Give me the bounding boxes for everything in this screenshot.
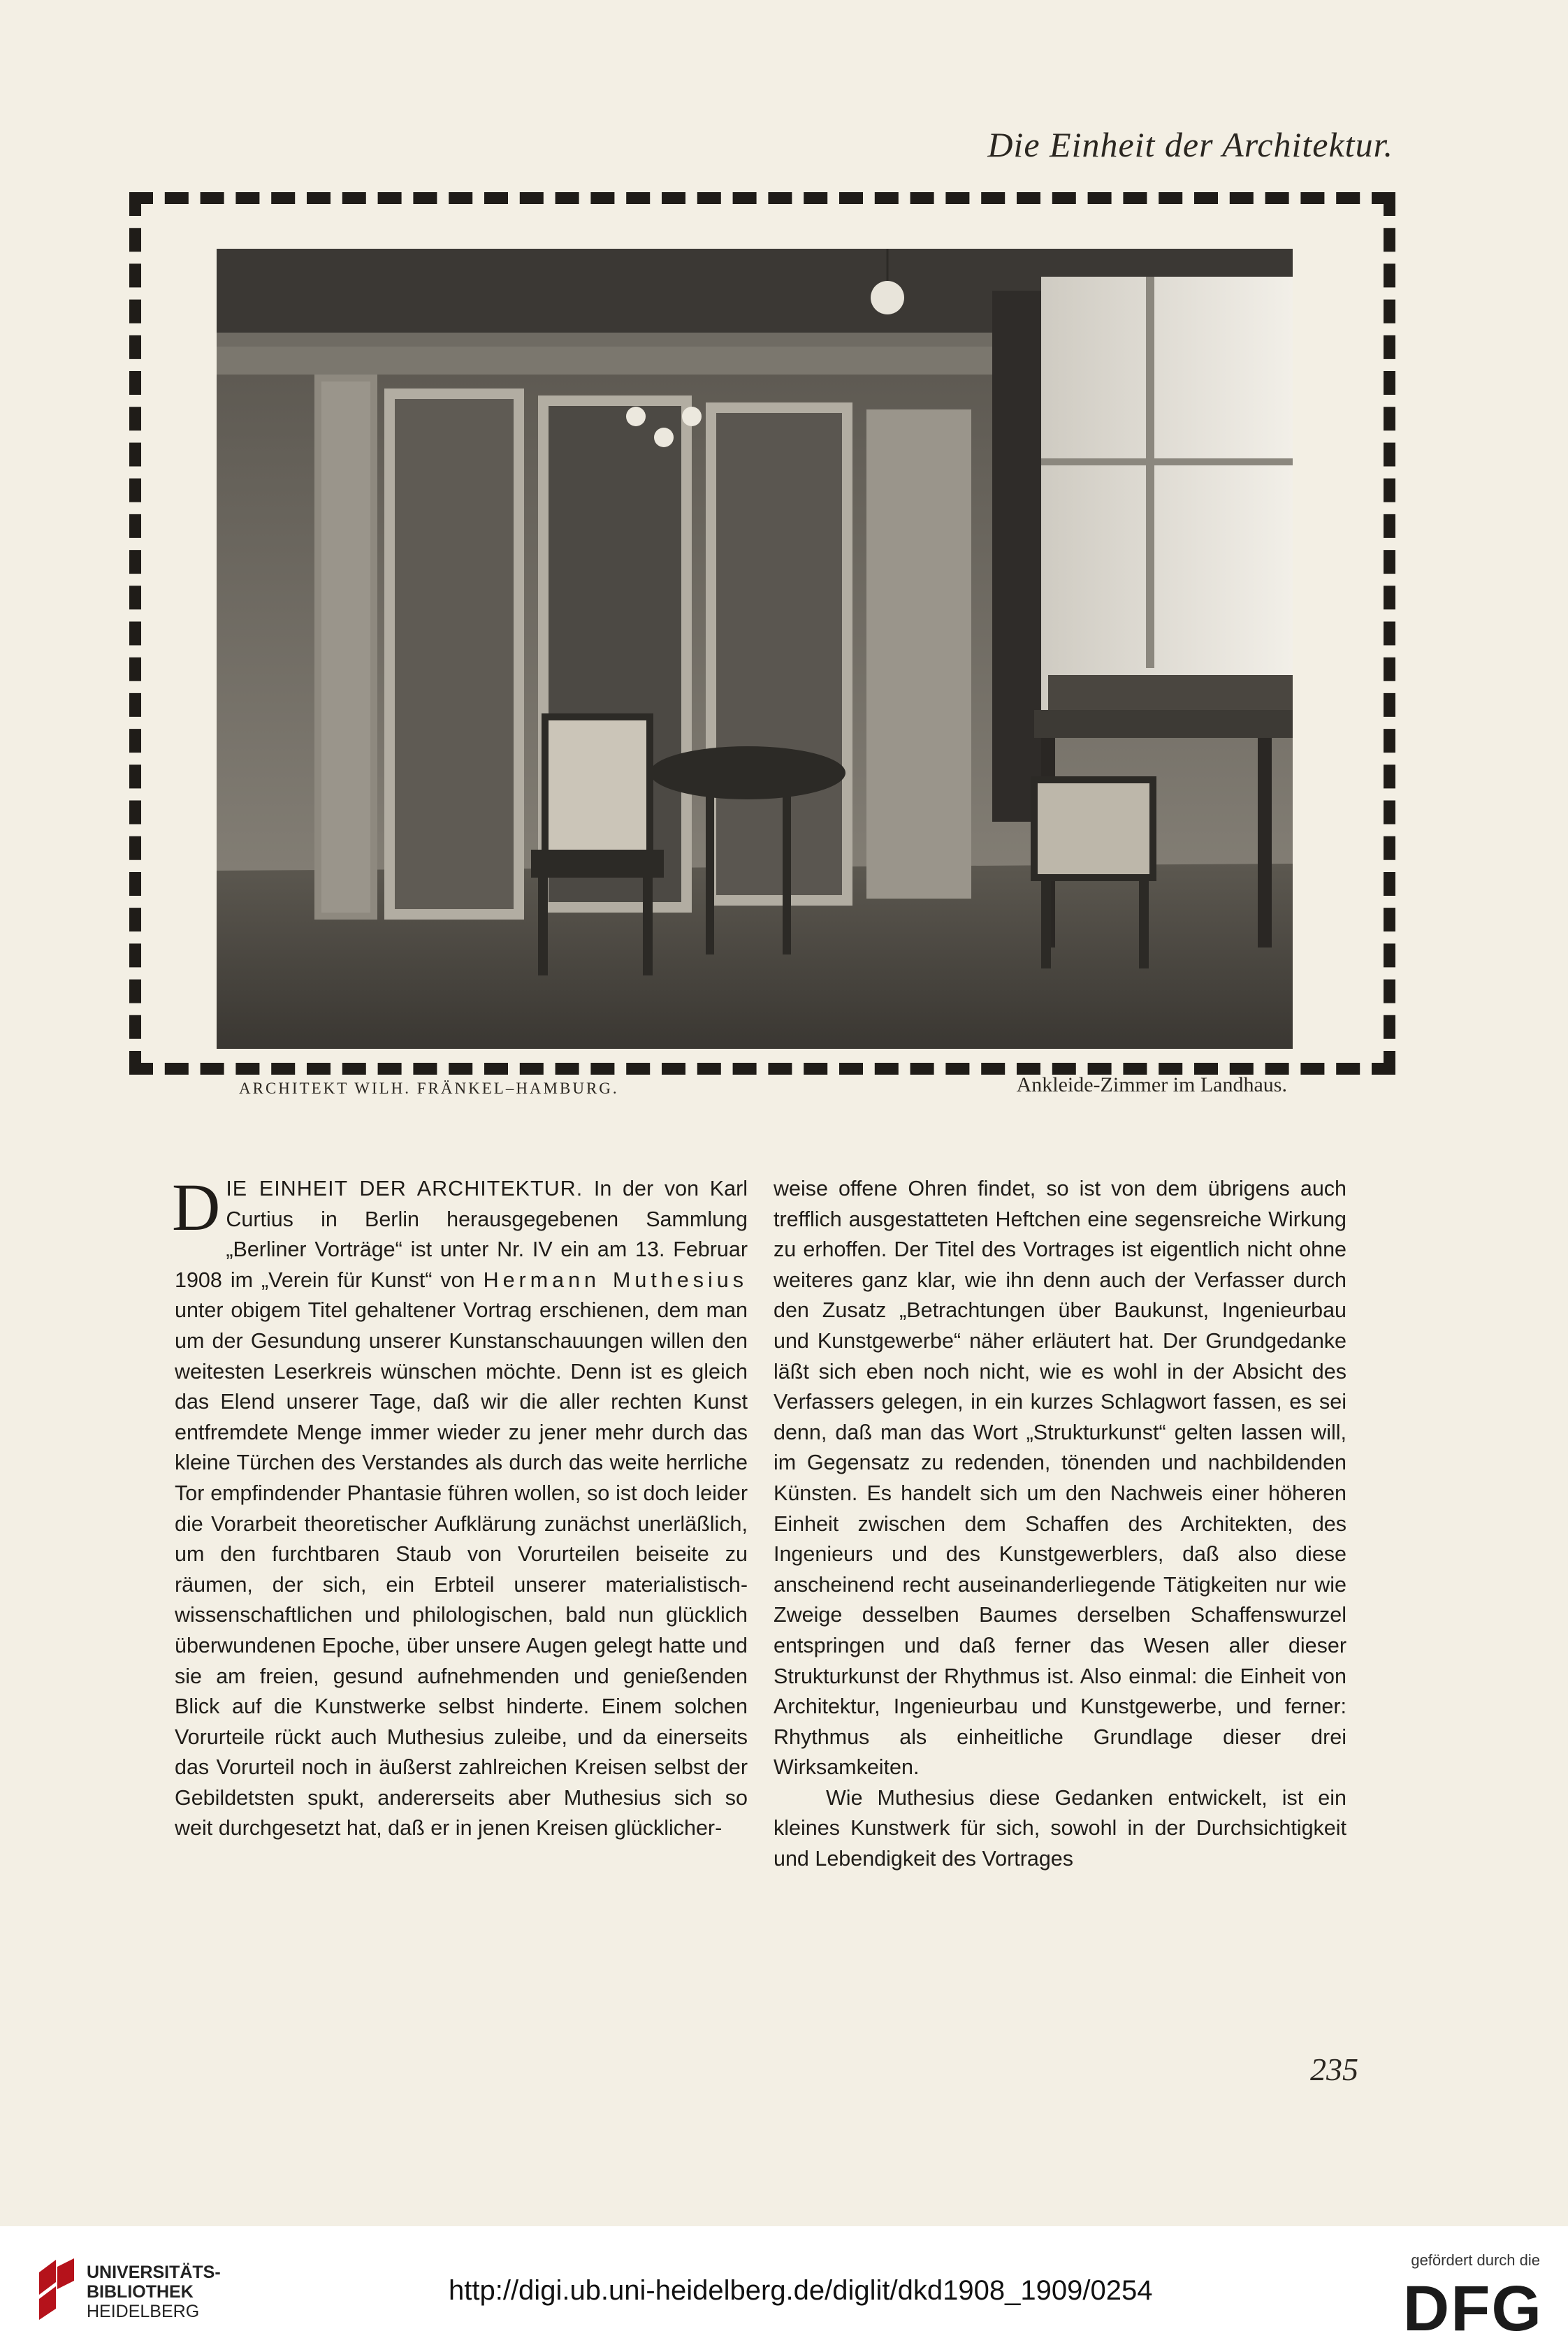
- university-library-logo-icon: [36, 2257, 77, 2321]
- drop-cap: D: [172, 1170, 221, 1244]
- article-text: In der von Karl Curtius in Berlin herausgegebenen Sammlung „Berliner Vorträge“ ist unter Nr. IV ein am 13. Februar 1908 im „Verein für Kunst“ von: [175, 1177, 748, 1292]
- dfg-logo: DFG: [1402, 2273, 1543, 2344]
- article-column-right: [774, 1174, 1346, 1991]
- figure-caption: Ankleide-Zimmer im Landhaus.: [1016, 1073, 1287, 1096]
- running-title: Die Einheit der Architektur.: [987, 125, 1393, 164]
- figure-credit: ARCHITEKT WILH. FRÄNKEL–HAMBURG.: [239, 1080, 619, 1097]
- article-column-left: [172, 1170, 748, 1991]
- article-paragraph: Wie Muthesius diese Gedanken entwickelt, ist ein kleines Kunstwerk für sich, sowohl in der Durchsichtigkeit und Lebendigkeit des Vortrages: [774, 1785, 1346, 1871]
- article-paragraph: weise offene Ohren findet, so ist von dem übrigens auch trefflich ausgestatteten Heftchen eine segensreiche Wirkung zu erhoffen. Der Titel des Vortrages ist eigentlich nicht ohne weiteres ganz klar, wie ihn denn auch der Verfasser durch den Zusatz „Betrachtungen über Baukunst, Ingenieurbau und Kunstgewerbe“ näher erläutert hat. Der Grundgedanke läßt sich eben noch nicht, wie es wohl in der Absicht des Verfassers gelegen, in ein kurzes Schlagwort fassen, es sei denn, daß man das Wort „Strukturkunst“ gelten lassen will, im Gegensatz zu redenden, tönenden und nachbildenden Künsten. Es handelt sich um den Nachweis einer höheren Einheit zwischen dem Schaffen des Architekten, des Ingenieurs und des Kunstgewerblers, daß also diese anscheinend recht auseinanderliegende Tätigkeiten nur wie Zweige desselben Baumes derselben Schaffenswurzel entspringen und daß ferner das Wesen aller dieser Strukturkunst der Rhythmus ist. Also einmal: die Einheit von Architektur, Ingenieurbau und Kunstgewerbe, und ferner: Rhythmus als einheitliche Grundlage dieser drei Wirksamkeiten.: [774, 1177, 1346, 1780]
- article-paragraph: [172, 1170, 748, 1844]
- room-photograph: [217, 249, 1293, 1049]
- photo-illustration: [217, 249, 1293, 1049]
- article-heading: IE EINHEIT DER ARCHITEKTUR.: [226, 1177, 583, 1200]
- page-number: 235: [1310, 2052, 1358, 2087]
- article-text: unter obigem Titel gehaltener Vortrag erschienen, dem man um der Gesundung unserer Kunstanschauungen willen den weitesten Leserkreis wünschen möchte. Denn ist es gleich das Elend unserer Tage, daß wir die aller rechten Kunst entfremdete Menge immer wieder zu jener mehr durch das kleine Türchen des Verstandes als durch das weite herrliche Tor empfindender Phantasie führen wollen, so ist doch leider die Vorarbeit theoretischer Aufklärung zunächst unerläßlich, um den furchtbaren Staub von Vorurteilen beiseite zu räumen, der sich, ein Erbteil unserer materialistisch-wissenschaftlichen und philologischen, bald nun glücklich überwundenen Epoche, über unsere Augen gelegt hatte und sie am freien, gesund aufnehmenden und genießenden Blick auf die Kunstwerke selbst hinderte. Einem solchen Vorurteile rückt auch Muthesius zuleibe, und da einerseits das Vorurteil noch in äußerst zahlreichen Kreisen selbst der Gebildetsten spukt, andererseits aber Muthesius sich so weit durchgesetzt hat, daß er in jenen Kreisen glücklicher-: [175, 1298, 748, 1841]
- source-url-link[interactable]: http://digi.ub.uni-heidelberg.de/diglit/dkd1908_1909/0254: [449, 2275, 1153, 2306]
- university-library-name: UNIVERSITÄTS- BIBLIOTHEK HEIDELBERG: [87, 2263, 221, 2321]
- sponsor-label: gefördert durch die: [1411, 2251, 1540, 2269]
- author-name: Hermann Muthesius: [483, 1268, 748, 1292]
